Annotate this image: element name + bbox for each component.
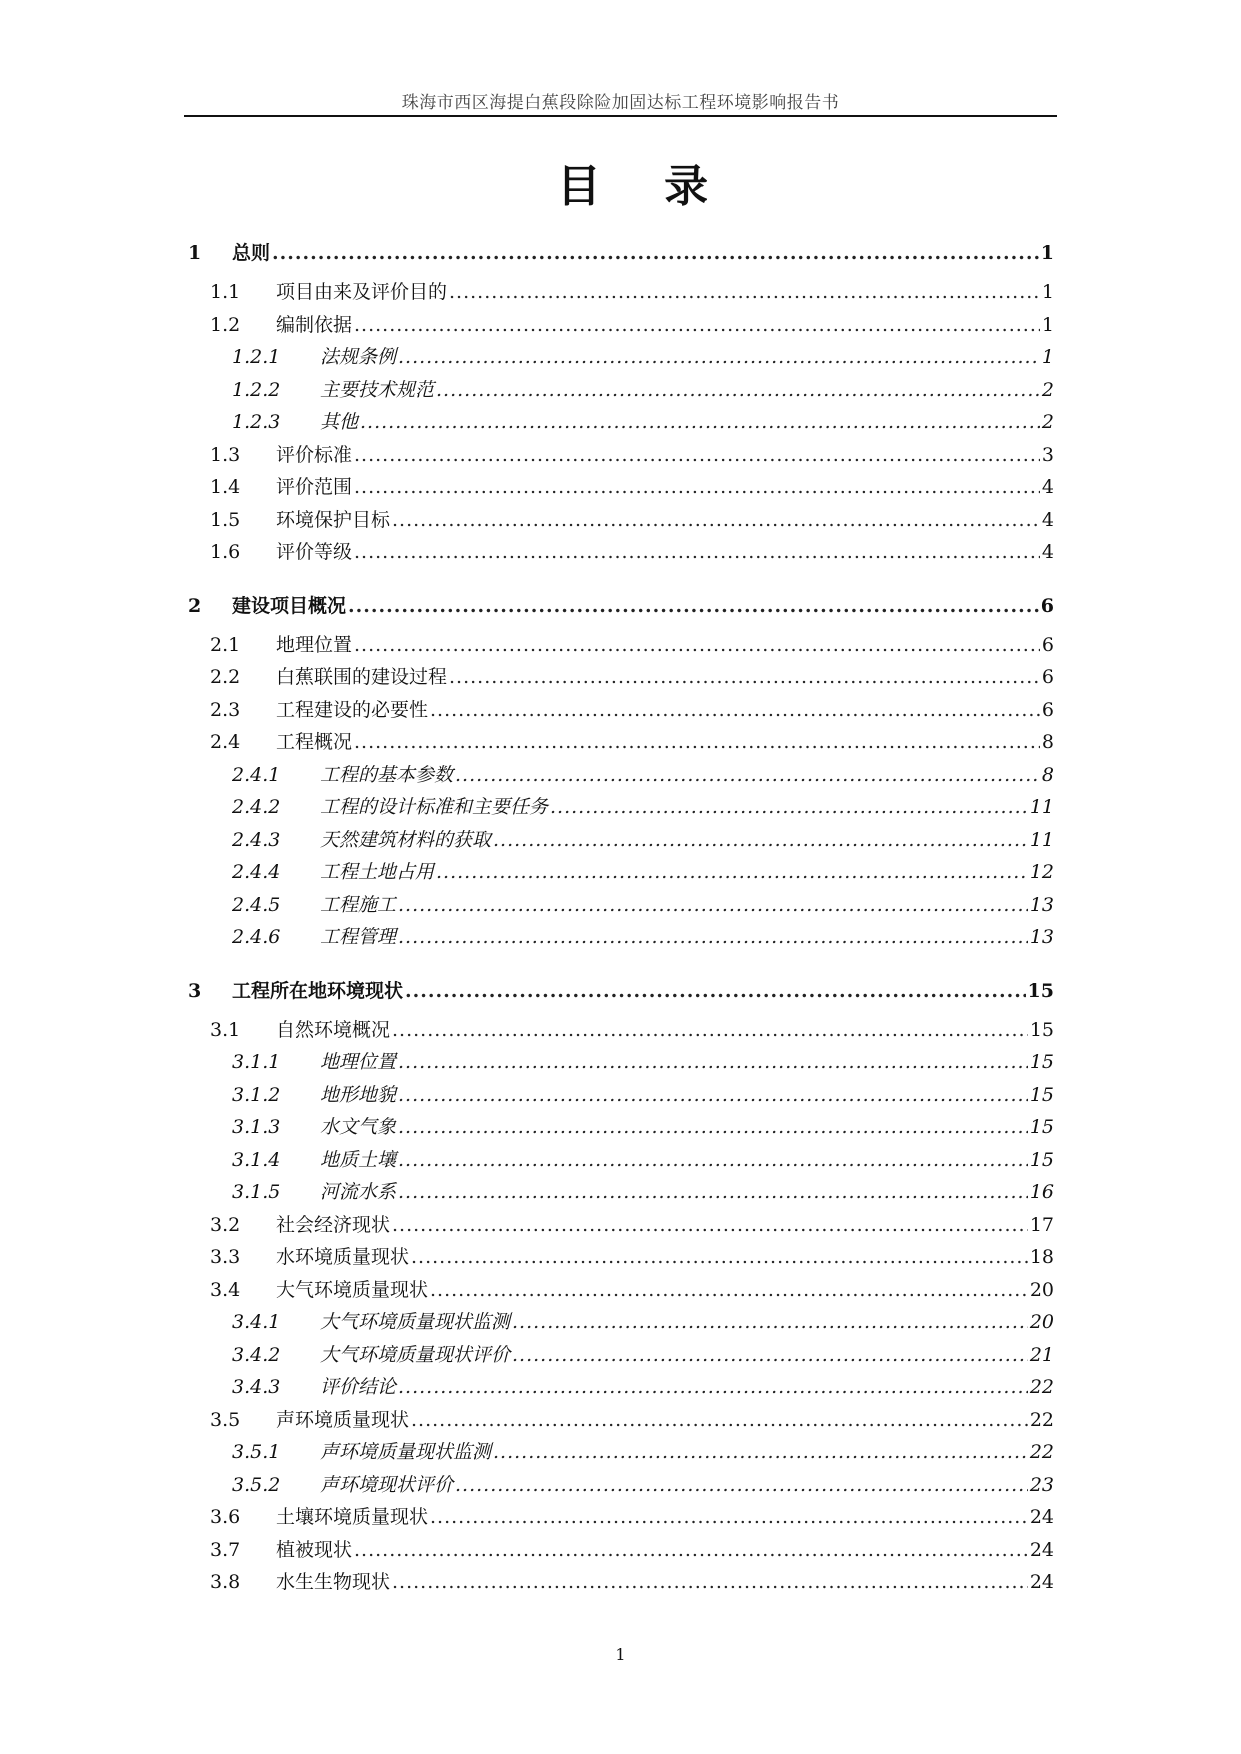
toc-entry-page: 4 bbox=[1041, 508, 1054, 531]
running-header: 珠海市西区海提白蕉段除险加固达标工程环境影响报告书 bbox=[401, 93, 840, 113]
toc-dot-leader bbox=[449, 276, 1040, 309]
toc-entry-2-4-1[interactable] bbox=[188, 759, 1054, 792]
toc-entry-number: 3.3 bbox=[210, 1246, 241, 1268]
table-of-contents bbox=[188, 230, 1054, 1599]
toc-entry-page: 24 bbox=[1029, 1506, 1054, 1528]
toc-entry-1-6[interactable] bbox=[188, 536, 1054, 569]
toc-entry-number: 1.4 bbox=[210, 476, 241, 498]
toc-dot-leader bbox=[354, 309, 1040, 342]
toc-entry-page: 18 bbox=[1029, 1246, 1054, 1268]
toc-entry-page: 4 bbox=[1041, 541, 1054, 563]
toc-entry-3-1-4[interactable] bbox=[188, 1144, 1054, 1177]
toc-dot-leader bbox=[493, 1436, 1028, 1469]
toc-dot-leader bbox=[430, 1274, 1028, 1307]
toc-dot-leader bbox=[493, 824, 1028, 857]
toc-dot-leader bbox=[398, 1079, 1028, 1112]
toc-entry-label: 大气环境质量现状评价 bbox=[320, 1343, 511, 1366]
toc-entry-number: 2.4.6 bbox=[232, 926, 281, 948]
toc-entry-1-3[interactable] bbox=[188, 439, 1054, 472]
toc-dot-leader bbox=[398, 921, 1028, 954]
toc-entry-number: 1.3 bbox=[210, 443, 241, 466]
toc-entry-number: 3.7 bbox=[210, 1538, 241, 1561]
toc-entry-label: 河流水系 bbox=[320, 1181, 397, 1203]
toc-entry-number: 3.2 bbox=[210, 1213, 241, 1236]
toc-entry-page: 1 bbox=[1040, 242, 1054, 264]
toc-dot-leader bbox=[398, 341, 1040, 374]
toc-entry-3-8[interactable] bbox=[188, 1566, 1054, 1599]
toc-entry-3-5-2[interactable] bbox=[188, 1469, 1054, 1502]
toc-entry-label: 水文气象 bbox=[320, 1116, 397, 1138]
toc-entry-page: 17 bbox=[1029, 1213, 1054, 1236]
toc-entry-number: 3.5 bbox=[210, 1408, 241, 1431]
toc-entry-label: 声环境质量现状监测 bbox=[320, 1441, 492, 1463]
toc-entry-number: 3.1.3 bbox=[232, 1116, 281, 1138]
toc-entry-page: 6 bbox=[1041, 633, 1054, 656]
toc-dot-leader bbox=[354, 536, 1040, 569]
toc-entry-label: 声环境现状评价 bbox=[320, 1473, 454, 1496]
toc-entry-page: 15 bbox=[1029, 1018, 1054, 1041]
toc-dot-leader bbox=[354, 1534, 1028, 1567]
toc-entry-label: 水环境质量现状 bbox=[276, 1246, 410, 1268]
toc-entry-page: 11 bbox=[1029, 796, 1054, 818]
toc-entry-2-4-3[interactable] bbox=[188, 824, 1054, 857]
toc-entry-label: 大气环境质量现状监测 bbox=[320, 1311, 511, 1333]
toc-entry-label: 建设项目概况 bbox=[232, 594, 347, 617]
toc-entry-page: 22 bbox=[1029, 1441, 1054, 1463]
toc-entry-2-4[interactable] bbox=[188, 726, 1054, 759]
toc-entry-page: 12 bbox=[1029, 861, 1054, 883]
toc-dot-leader bbox=[405, 968, 1026, 1014]
toc-entry-number: 1 bbox=[188, 242, 202, 264]
toc-entry-3-1-5[interactable] bbox=[188, 1176, 1054, 1209]
toc-entry-number: 3.5.1 bbox=[232, 1441, 281, 1463]
toc-entry-3-6[interactable] bbox=[188, 1501, 1054, 1534]
toc-entry-label: 编制依据 bbox=[276, 313, 353, 336]
toc-entry-page: 4 bbox=[1041, 476, 1054, 498]
toc-entry-1-1[interactable] bbox=[188, 276, 1054, 309]
toc-dot-leader bbox=[398, 1176, 1028, 1209]
header-rule bbox=[184, 115, 1057, 117]
toc-entry-1-2-1[interactable] bbox=[188, 341, 1054, 374]
toc-dot-leader bbox=[354, 726, 1040, 759]
toc-dot-leader bbox=[512, 1339, 1028, 1372]
toc-entry-number: 3.1.2 bbox=[232, 1083, 281, 1106]
toc-entry-1-4[interactable] bbox=[188, 471, 1054, 504]
toc-entry-3-3[interactable] bbox=[188, 1241, 1054, 1274]
toc-dot-leader bbox=[430, 694, 1040, 727]
toc-entry-page: 2 bbox=[1041, 411, 1054, 433]
toc-entry-page: 20 bbox=[1029, 1311, 1054, 1333]
page-number: 1 bbox=[615, 1645, 626, 1664]
toc-dot-leader bbox=[455, 1469, 1028, 1502]
toc-entry-label: 评价范围 bbox=[276, 476, 353, 498]
toc-entry-label: 评价等级 bbox=[276, 541, 353, 563]
toc-entry-3-1-3[interactable] bbox=[188, 1111, 1054, 1144]
toc-entry-label: 天然建筑材料的获取 bbox=[320, 828, 492, 851]
toc-title: 目 录 bbox=[556, 161, 733, 212]
toc-entry-2-4-6[interactable] bbox=[188, 921, 1054, 954]
toc-dot-leader bbox=[392, 504, 1040, 537]
toc-entry-number: 2.2 bbox=[210, 666, 241, 688]
toc-entry-page: 2 bbox=[1041, 378, 1054, 401]
toc-entry-3-5-1[interactable] bbox=[188, 1436, 1054, 1469]
toc-entry-label: 评价结论 bbox=[320, 1376, 397, 1398]
toc-dot-leader bbox=[392, 1566, 1028, 1599]
toc-section-gap bbox=[188, 954, 1054, 968]
toc-entry-page: 6 bbox=[1040, 594, 1054, 617]
toc-entry-label: 评价标准 bbox=[276, 443, 353, 466]
toc-entry-page: 6 bbox=[1041, 698, 1054, 721]
toc-entry-number: 3.6 bbox=[210, 1506, 241, 1528]
toc-entry-1-5[interactable] bbox=[188, 504, 1054, 537]
toc-dot-leader bbox=[348, 583, 1039, 629]
toc-entry-number: 2 bbox=[188, 594, 202, 617]
toc-entry-page: 6 bbox=[1041, 666, 1054, 688]
toc-entry-2-1[interactable] bbox=[188, 629, 1054, 662]
toc-entry-page: 24 bbox=[1029, 1538, 1054, 1561]
toc-entry-label: 法规条例 bbox=[320, 346, 397, 368]
toc-dot-leader bbox=[360, 406, 1040, 439]
toc-entry-1[interactable] bbox=[188, 230, 1054, 276]
toc-entry-label: 工程管理 bbox=[320, 926, 397, 948]
toc-entry-label: 社会经济现状 bbox=[276, 1213, 391, 1236]
toc-entry-page: 3 bbox=[1041, 443, 1054, 466]
toc-entry-page: 13 bbox=[1029, 893, 1054, 916]
toc-entry-2-4-5[interactable] bbox=[188, 889, 1054, 922]
toc-entry-number: 3.1.1 bbox=[232, 1051, 281, 1073]
toc-dot-leader bbox=[512, 1306, 1028, 1339]
toc-entry-label: 土壤环境质量现状 bbox=[276, 1506, 429, 1528]
toc-entry-number: 1.1 bbox=[210, 281, 241, 303]
toc-entry-number: 1.5 bbox=[210, 508, 241, 531]
toc-entry-1-2-2[interactable] bbox=[188, 374, 1054, 407]
toc-dot-leader bbox=[411, 1241, 1028, 1274]
toc-entry-3-4[interactable] bbox=[188, 1274, 1054, 1307]
toc-entry-page: 15 bbox=[1027, 979, 1054, 1002]
toc-entry-number: 2.4.5 bbox=[232, 893, 281, 916]
toc-entry-page: 22 bbox=[1029, 1376, 1054, 1398]
toc-entry-page: 1 bbox=[1041, 313, 1054, 336]
toc-dot-leader bbox=[354, 439, 1040, 472]
toc-dot-leader bbox=[272, 230, 1039, 276]
toc-entry-label: 工程的设计标准和主要任务 bbox=[320, 796, 549, 818]
toc-entry-number: 2.4.2 bbox=[232, 796, 281, 818]
toc-dot-leader bbox=[398, 1046, 1028, 1079]
toc-entry-number: 3.4.1 bbox=[232, 1311, 281, 1333]
toc-entry-label: 工程施工 bbox=[320, 893, 397, 916]
toc-dot-leader bbox=[436, 856, 1028, 889]
toc-entry-number: 1.6 bbox=[210, 541, 241, 563]
toc-entry-number: 3.4.3 bbox=[232, 1376, 281, 1398]
toc-dot-leader bbox=[398, 1371, 1028, 1404]
toc-entry-3-4-2[interactable] bbox=[188, 1339, 1054, 1372]
toc-entry-3-1-2[interactable] bbox=[188, 1079, 1054, 1112]
toc-entry-2-3[interactable] bbox=[188, 694, 1054, 727]
toc-entry-label: 工程建设的必要性 bbox=[276, 698, 429, 721]
toc-entry-label: 地理位置 bbox=[320, 1051, 397, 1073]
toc-entry-number: 1.2 bbox=[210, 313, 241, 336]
toc-entry-label: 工程的基本参数 bbox=[320, 763, 454, 786]
toc-entry-page: 16 bbox=[1029, 1181, 1054, 1203]
toc-entry-label: 地质土壤 bbox=[320, 1148, 397, 1171]
toc-dot-leader bbox=[354, 471, 1040, 504]
toc-entry-3-1[interactable] bbox=[188, 1014, 1054, 1047]
toc-entry-number: 3.4 bbox=[210, 1278, 241, 1301]
toc-entry-page: 1 bbox=[1041, 281, 1054, 303]
toc-entry-number: 2.4 bbox=[210, 731, 241, 753]
toc-entry-page: 13 bbox=[1029, 926, 1054, 948]
toc-entry-page: 11 bbox=[1029, 828, 1054, 851]
toc-entry-label: 环境保护目标 bbox=[276, 508, 391, 531]
toc-entry-3-1-1[interactable] bbox=[188, 1046, 1054, 1079]
toc-entry-page: 15 bbox=[1029, 1116, 1054, 1138]
toc-entry-page: 15 bbox=[1029, 1148, 1054, 1171]
toc-entry-label: 植被现状 bbox=[276, 1538, 353, 1561]
toc-entry-2-2[interactable] bbox=[188, 661, 1054, 694]
toc-entry-number: 1.2.3 bbox=[232, 411, 281, 433]
toc-entry-page: 22 bbox=[1029, 1408, 1054, 1431]
toc-entry-label: 地理位置 bbox=[276, 633, 353, 656]
toc-entry-number: 3.1.4 bbox=[232, 1148, 281, 1171]
toc-entry-label: 工程概况 bbox=[276, 731, 353, 753]
toc-entry-label: 总则 bbox=[232, 242, 271, 264]
toc-entry-1-2-3[interactable] bbox=[188, 406, 1054, 439]
toc-entry-label: 工程所在地环境现状 bbox=[232, 979, 404, 1002]
toc-entry-number: 3.1 bbox=[210, 1018, 241, 1041]
toc-dot-leader bbox=[398, 1111, 1028, 1144]
toc-entry-page: 8 bbox=[1041, 731, 1054, 753]
toc-entry-label: 声环境质量现状 bbox=[276, 1408, 410, 1431]
toc-entry-number: 3 bbox=[188, 979, 202, 1002]
toc-entry-label: 工程土地占用 bbox=[320, 861, 435, 883]
toc-entry-label: 主要技术规范 bbox=[320, 378, 435, 401]
toc-dot-leader bbox=[398, 1144, 1028, 1177]
toc-entry-number: 1.2.2 bbox=[232, 378, 281, 401]
toc-dot-leader bbox=[392, 1014, 1028, 1047]
toc-dot-leader bbox=[449, 661, 1040, 694]
toc-entry-number: 3.1.5 bbox=[232, 1181, 281, 1203]
toc-entry-page: 15 bbox=[1029, 1051, 1054, 1073]
toc-entry-label: 大气环境质量现状 bbox=[276, 1278, 429, 1301]
toc-entry-page: 20 bbox=[1029, 1278, 1054, 1301]
toc-entry-number: 2.4.4 bbox=[232, 861, 281, 883]
toc-section-gap bbox=[188, 569, 1054, 583]
toc-entry-number: 2.4.3 bbox=[232, 828, 281, 851]
toc-entry-number: 2.3 bbox=[210, 698, 241, 721]
toc-entry-label: 自然环境概况 bbox=[276, 1018, 391, 1041]
toc-entry-3-7[interactable] bbox=[188, 1534, 1054, 1567]
toc-entry-page: 8 bbox=[1041, 763, 1054, 786]
toc-dot-leader bbox=[354, 629, 1040, 662]
toc-dot-leader bbox=[392, 1209, 1028, 1242]
toc-entry-page: 23 bbox=[1029, 1473, 1054, 1496]
toc-entry-label: 白蕉联围的建设过程 bbox=[276, 666, 448, 688]
toc-entry-number: 3.8 bbox=[210, 1571, 241, 1593]
toc-entry-1-2[interactable] bbox=[188, 309, 1054, 342]
toc-entry-2[interactable] bbox=[188, 583, 1054, 629]
toc-entry-number: 2.1 bbox=[210, 633, 241, 656]
toc-entry-number: 1.2.1 bbox=[232, 346, 281, 368]
toc-entry-3-5[interactable] bbox=[188, 1404, 1054, 1437]
toc-entry-page: 21 bbox=[1029, 1343, 1054, 1366]
toc-entry-number: 3.5.2 bbox=[232, 1473, 281, 1496]
toc-dot-leader bbox=[411, 1404, 1028, 1437]
toc-entry-page: 24 bbox=[1029, 1571, 1054, 1593]
toc-entry-page: 1 bbox=[1041, 346, 1054, 368]
toc-entry-number: 2.4.1 bbox=[232, 763, 281, 786]
toc-entry-number: 3.4.2 bbox=[232, 1343, 281, 1366]
toc-entry-3-4-3[interactable] bbox=[188, 1371, 1054, 1404]
toc-entry-label: 其他 bbox=[320, 411, 359, 433]
toc-dot-leader bbox=[436, 374, 1040, 407]
toc-entry-label: 项目由来及评价目的 bbox=[276, 281, 448, 303]
toc-entry-3[interactable] bbox=[188, 968, 1054, 1014]
toc-entry-2-4-4[interactable] bbox=[188, 856, 1054, 889]
toc-dot-leader bbox=[398, 889, 1028, 922]
toc-entry-3-2[interactable] bbox=[188, 1209, 1054, 1242]
toc-dot-leader bbox=[550, 791, 1028, 824]
toc-dot-leader bbox=[455, 759, 1040, 792]
toc-entry-label: 水生生物现状 bbox=[276, 1571, 391, 1593]
toc-entry-3-4-1[interactable] bbox=[188, 1306, 1054, 1339]
toc-entry-2-4-2[interactable] bbox=[188, 791, 1054, 824]
toc-dot-leader bbox=[430, 1501, 1028, 1534]
toc-entry-label: 地形地貌 bbox=[320, 1083, 397, 1106]
toc-entry-page: 15 bbox=[1029, 1083, 1054, 1106]
